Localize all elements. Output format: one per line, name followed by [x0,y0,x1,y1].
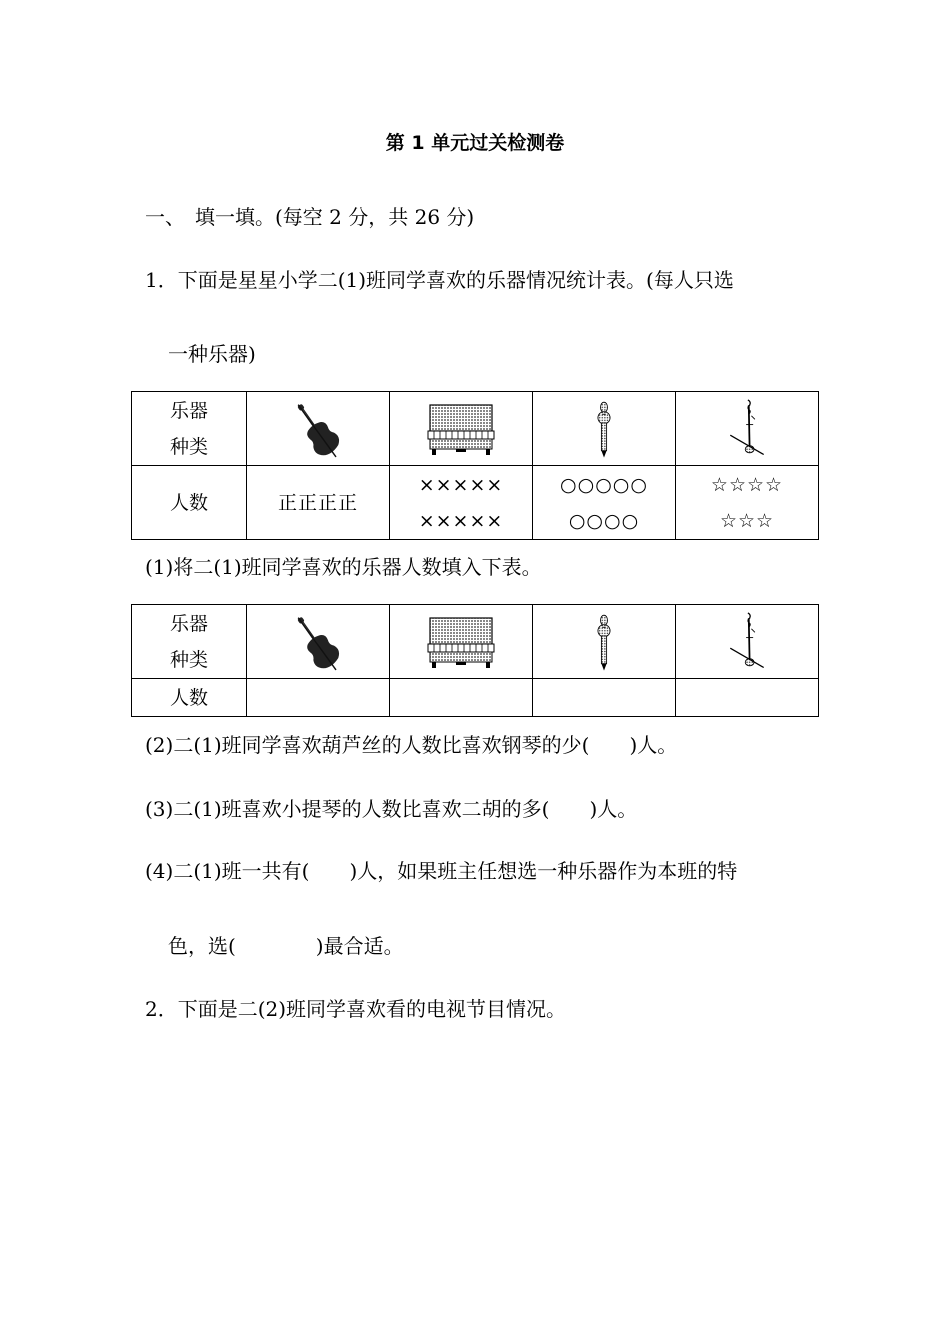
row-label: 人数 [132,679,247,717]
violin-icon [291,610,345,674]
answer-cell[interactable] [247,679,390,717]
piano-icon [426,614,496,670]
violin-icon [291,397,345,461]
answer-cell[interactable] [390,679,533,717]
table-row [132,679,819,717]
tally-marks: ××××× [418,473,504,496]
question-1-text-cont: 一种乐器) [168,342,256,366]
tally-cell [247,466,390,540]
instrument-cell [390,392,533,466]
piano-icon [426,401,496,457]
header-label: 乐器 [169,612,208,635]
sub-question-2: (2)二(1)班同学喜欢葫芦丝的人数比喜欢钢琴的少( )人。 [145,733,678,757]
instrument-cell [247,392,390,466]
instrument-cell [247,605,390,679]
sub-question-3: (3)二(1)班喜欢小提琴的人数比喜欢二胡的多( )人。 [145,797,638,821]
tally-marks: ××××× [418,509,504,532]
question-1-text: 1．下面是星星小学二(1)班同学喜欢的乐器情况统计表。(每人只选 [145,268,734,292]
tally-marks: ☆☆☆☆ [710,473,784,496]
tally-marks: ☆☆☆ [719,509,775,532]
header-cell [132,605,247,679]
sub-question-1: (1)将二(1)班同学喜欢的乐器人数填入下表。 [145,555,542,579]
header-label: 乐器 [169,399,208,422]
tally-cell [533,466,676,540]
hulusi-icon [591,610,617,674]
tally-marks: ○○○○ [568,509,640,532]
instrument-cell [676,605,819,679]
erhu-icon [725,397,769,461]
row-label: 人数 [132,466,247,540]
instrument-cell [533,605,676,679]
instrument-cell [533,392,676,466]
table-row [132,605,819,679]
question-2-text: 2．下面是二(2)班同学喜欢看的电视节目情况。 [145,997,567,1021]
tally-marks: ○○○○○ [560,473,648,496]
sub-question-4: (4)二(1)班一共有( )人，如果班主任想选一种乐器作为本班的特 [145,859,738,883]
answer-cell[interactable] [676,679,819,717]
tally-table [131,391,819,540]
tally-cell [676,466,819,540]
answer-cell[interactable] [533,679,676,717]
sub-question-4-cont: 色，选( )最合适。 [168,934,404,958]
tally-cell [390,466,533,540]
table-row [132,392,819,466]
page-title: 第 1 单元过关检测卷 [385,132,565,154]
hulusi-icon [591,397,617,461]
section-heading: 一、 填一填。(每空 2 分，共 26 分) [145,205,475,229]
header-cell [132,392,247,466]
header-label: 种类 [169,435,208,458]
answer-table [131,604,819,717]
instrument-cell [390,605,533,679]
header-label: 种类 [169,648,208,671]
table-row [132,466,819,540]
erhu-icon [725,610,769,674]
instrument-cell [676,392,819,466]
tally-marks: 正正正正 [277,491,358,514]
